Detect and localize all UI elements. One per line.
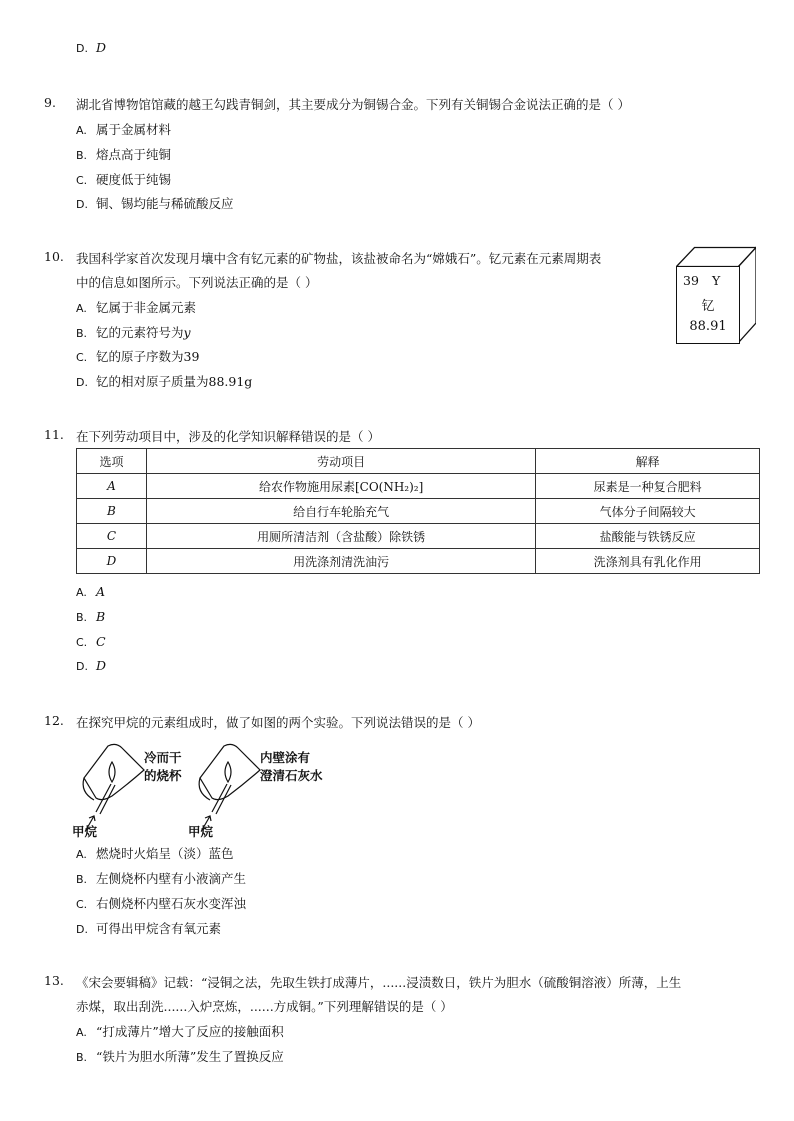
atomic-mass: 88.91 — [689, 319, 727, 334]
table-header: 解释 — [536, 449, 760, 474]
option-letter: A. — [76, 586, 87, 599]
table-cell-option: A — [77, 474, 147, 499]
q12-option-c — [76, 894, 246, 912]
q9-option-d — [76, 194, 234, 212]
option-letter: C. — [76, 898, 88, 911]
table-header: 选项 — [77, 449, 147, 474]
option-value: B — [96, 609, 106, 624]
option-letter: A. — [76, 848, 87, 861]
option-letter: C. — [76, 351, 88, 364]
option-letter: D. — [76, 376, 88, 389]
right-beaker-label-line1: 内壁涂有 — [260, 750, 311, 765]
table-header-row — [77, 449, 760, 474]
element-cell-front — [676, 266, 740, 344]
table-row — [77, 474, 760, 499]
option-text: 右侧烧杯内壁石灰水变浑浊 — [96, 896, 247, 911]
table-row — [77, 524, 760, 549]
option-math: 39 — [183, 349, 200, 364]
q9-option-b — [76, 145, 171, 163]
left-beaker-label-line1: 冷而干 — [144, 750, 182, 765]
q10-option-c — [76, 347, 199, 365]
atomic-number: 39 — [683, 273, 699, 288]
table-cell-explain: 尿素是一种复合肥料 — [536, 474, 760, 499]
beakers-drawing — [72, 740, 372, 840]
option-letter: B. — [76, 149, 88, 162]
option-value: D — [96, 40, 107, 55]
table-row — [77, 549, 760, 574]
table-cell-explain: 盐酸能与铁锈反应 — [536, 524, 760, 549]
q9-option-c — [76, 170, 171, 188]
option-letter: A. — [76, 124, 87, 137]
option-letter: D. — [76, 923, 88, 936]
option-math: 88.91g — [208, 374, 253, 389]
option-letter: B. — [76, 327, 88, 340]
methane-experiment-figure — [72, 740, 372, 840]
option-text: 钇的元素符号为 — [96, 325, 184, 340]
q13-stem-line2: 赤煤，取出刮洗......入炉烹炼，......方成铜。”下列理解错误的是（ ） — [76, 999, 453, 1014]
table-header: 劳动项目 — [146, 449, 535, 474]
option-letter: C. — [76, 636, 88, 649]
option-value: D — [96, 658, 107, 673]
q10-option-d — [76, 372, 252, 390]
q10-option-a — [76, 298, 196, 316]
q13-option-b — [76, 1047, 284, 1065]
option-letter: B. — [76, 1051, 88, 1064]
table-cell-explain: 气体分子间隔较大 — [536, 499, 760, 524]
q9-option-a — [76, 120, 171, 138]
element-cell-yttrium — [676, 246, 756, 344]
option-letter: B. — [76, 873, 88, 886]
table-cell-option: C — [77, 524, 147, 549]
table-row — [77, 499, 760, 524]
element-symbol: Y — [712, 273, 721, 288]
labor-table — [76, 448, 760, 574]
q10-number: 10. — [44, 249, 64, 264]
q12-option-a — [76, 844, 234, 862]
right-methane-label: 甲烷 — [188, 824, 214, 839]
option-text: 硬度低于纯锡 — [96, 172, 172, 187]
q13-stem-line1: 《宋会要辑稿》记载：“浸铜之法，先取生铁打成薄片，......浸渍数日，铁片为胆水（硫酸铜溶液）所薄，上生 — [76, 975, 682, 990]
table-cell-option: B — [77, 499, 147, 524]
table-cell-item: 给农作物施用尿素[CO(NH₂)₂] — [146, 474, 535, 499]
q12-option-b — [76, 869, 246, 887]
option-text: 熔点高于纯铜 — [96, 147, 172, 162]
q12-number: 12. — [44, 713, 64, 728]
q11-option-d — [76, 658, 106, 673]
table-cell-item: 用洗涤剂清洗油污 — [146, 549, 535, 574]
option-text: 钇属于非金属元素 — [96, 300, 197, 315]
element-name: 钇 — [701, 299, 715, 314]
q12-stem: 在探究甲烷的元素组成时，做了如图的两个实验。下列说法错误的是（ ） — [76, 715, 480, 730]
option-text: 左侧烧杯内壁有小液滴产生 — [96, 871, 247, 886]
q13-option-a — [76, 1022, 284, 1040]
q10-option-b — [76, 323, 191, 341]
table-cell-option: D — [77, 549, 147, 574]
q11-option-a — [76, 584, 105, 599]
option-value: A — [96, 584, 106, 599]
table-cell-explain: 洗涤剂具有乳化作用 — [536, 549, 760, 574]
q11-stem: 在下列劳动项目中，涉及的化学知识解释错误的是（ ） — [76, 429, 380, 444]
option-text: 燃烧时火焰呈（淡）蓝色 — [96, 846, 234, 861]
q10-stem-line1: 我国科学家首次发现月壤中含有钇元素的矿物盐，该盐被命名为“嫦娥石”。钇元素在元素周期表 — [76, 251, 602, 266]
q8-option-d — [76, 40, 106, 55]
q9-number: 9. — [44, 95, 56, 110]
option-letter: D. — [76, 42, 88, 55]
q11-option-b — [76, 609, 105, 624]
option-text: 钇的原子序数为 — [96, 349, 184, 364]
table-cell-item: 用厕所清洁剂（含盐酸）除铁锈 — [146, 524, 535, 549]
q9-stem: 湖北省博物馆馆藏的越王勾践青铜剑，其主要成分为铜锡合金。下列有关铜锡合金说法正确的是（ ） — [76, 97, 630, 112]
option-letter: A. — [76, 1026, 87, 1039]
left-beaker-label-line2: 的烧杯 — [144, 768, 182, 783]
q11-number: 11. — [44, 427, 64, 442]
q10-stem-line2: 中的信息如图所示。下列说法正确的是（ ） — [76, 275, 318, 290]
option-math: y — [183, 325, 191, 340]
option-text: 铜、锡均能与稀硫酸反应 — [96, 196, 234, 211]
table-cell-item: 给自行车轮胎充气 — [146, 499, 535, 524]
option-text: 钇的相对原子质量为 — [96, 374, 209, 389]
option-text: “打成薄片”增大了反应的接触面积 — [96, 1024, 284, 1039]
q13-number: 13. — [44, 973, 64, 988]
option-text: 属于金属材料 — [96, 122, 172, 137]
left-methane-label: 甲烷 — [72, 824, 98, 839]
q12-option-d — [76, 919, 221, 937]
option-letter: A. — [76, 302, 87, 315]
q11-option-c — [76, 634, 106, 649]
option-text: “铁片为胆水所薄”发生了置换反应 — [96, 1049, 284, 1064]
option-letter: D. — [76, 198, 88, 211]
right-beaker-label-line2: 澄清石灰水 — [260, 768, 323, 783]
option-text: 可得出甲烷含有氧元素 — [96, 921, 222, 936]
option-letter: C. — [76, 174, 88, 187]
option-value: C — [96, 634, 106, 649]
option-letter: D. — [76, 660, 88, 673]
option-letter: B. — [76, 611, 88, 624]
